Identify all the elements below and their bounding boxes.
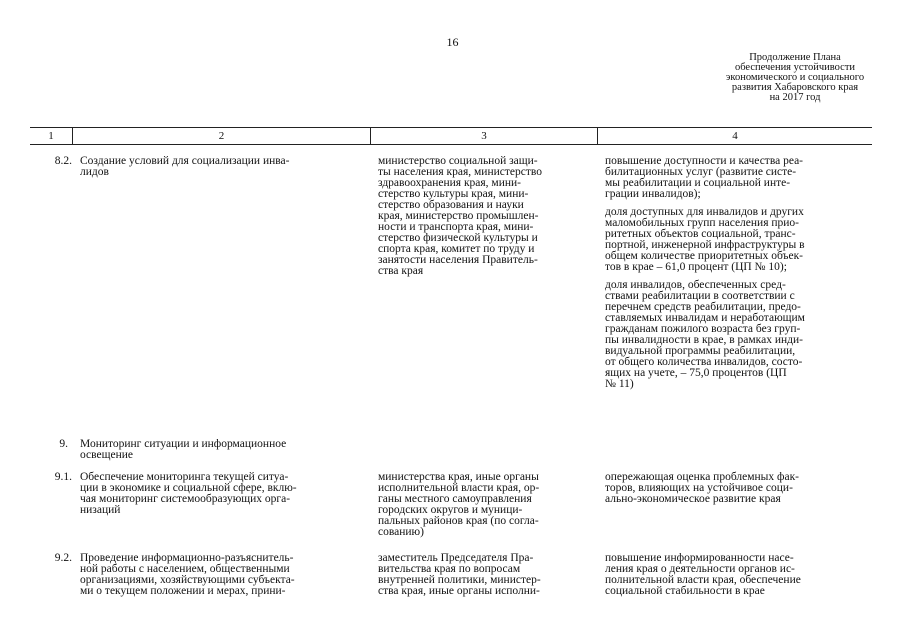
row-results <box>605 553 873 604</box>
result-paragraph: повышение информированности насе- ления края о деятельности органов ис- полнительной власти края, обеспечение социальной стабильности в крае <box>605 552 801 597</box>
continuation-line: экономического и социального <box>725 72 865 83</box>
row-executors: заместитель Председателя Пра- вительства края по вопросам внутренней политики, министер- ства края, иные органы исполни- <box>378 552 541 597</box>
column-header-4: 4 <box>597 128 872 144</box>
column-header-3: 3 <box>370 128 597 144</box>
row-executors: министерство социальной защи- ты населения края, министерство здравоохранения края, мини- стерство культуры края, мини- стерство образования и науки края, министерство промышлен- ности и транспорта края, мини- стерство физической культуры и спорта края, комитет по труду и занятости населения Правитель- ства края <box>378 155 542 277</box>
row-results <box>605 156 873 397</box>
result-paragraph: доля инвалидов, обеспеченных сред- ствами реабилитации в соответствии с перечнем средств реабилитации, предо- ставляемых инвалидам и неработающим гражданам пожилого возраста без груп- пы инвалидности в крае, в рамках инди- видуальной программы реабилитации, от общего количества инвалидов, состо- ящих на учете, – 75,0 процентов (ЦП № 11) <box>605 279 805 390</box>
continuation-line: развития Хабаровского края <box>731 82 859 93</box>
row-task: Мониторинг ситуации и информационное освещение <box>80 438 287 461</box>
result-paragraph: опережающая оценка проблемных фак- торов, влияющих на устойчивое соци- ально-экономическое развитие края <box>605 471 800 505</box>
row-number: 9.1. <box>54 471 72 483</box>
row-task: Создание условий для социализации инва- лидов <box>80 155 290 178</box>
continuation-line: обеспечения устойчивости <box>734 62 856 73</box>
row-number: 9.2. <box>54 552 72 564</box>
column-header-1: 1 <box>48 130 54 142</box>
continuation-line: на 2017 год <box>769 92 821 103</box>
row-results <box>605 472 873 512</box>
continuation-line: Продолжение Плана <box>749 52 841 63</box>
row-task: Обеспечение мониторинга текущей ситуа- ции в экономике и социальной сфере, вклю- чая мониторинг системообразующих орга- низаций <box>80 471 297 516</box>
column-header-2: 2 <box>72 128 370 144</box>
row-task: Проведение информационно-разъяснитель- ной работы с населением, общественными организациями, хозяйствующими субъекта- ми о текущем положении и мерах, прини- <box>80 552 295 597</box>
page-number: 16 <box>446 35 459 49</box>
row-number: 8.2. <box>54 155 72 167</box>
result-paragraph: повышение доступности и качества реа- билитационных услуг (развитие систе- мы реабилитации и социальной инте- грации инвалидов); <box>605 155 804 200</box>
row-number: 9. <box>59 438 68 450</box>
row-executors: министерства края, иные органы исполнительной власти края, ор- ганы местного самоуправления городских округов и муници- пальных районов края (по согла- сованию) <box>378 471 540 538</box>
result-paragraph: доля доступных для инвалидов и других маломобильных групп населения прио- ритетных объектов социальной, транс- портной, инженерной инфраструктуры в общем количестве приоритетных объек- тов в крае – 61,0 процент (ЦП № 10); <box>605 206 805 273</box>
